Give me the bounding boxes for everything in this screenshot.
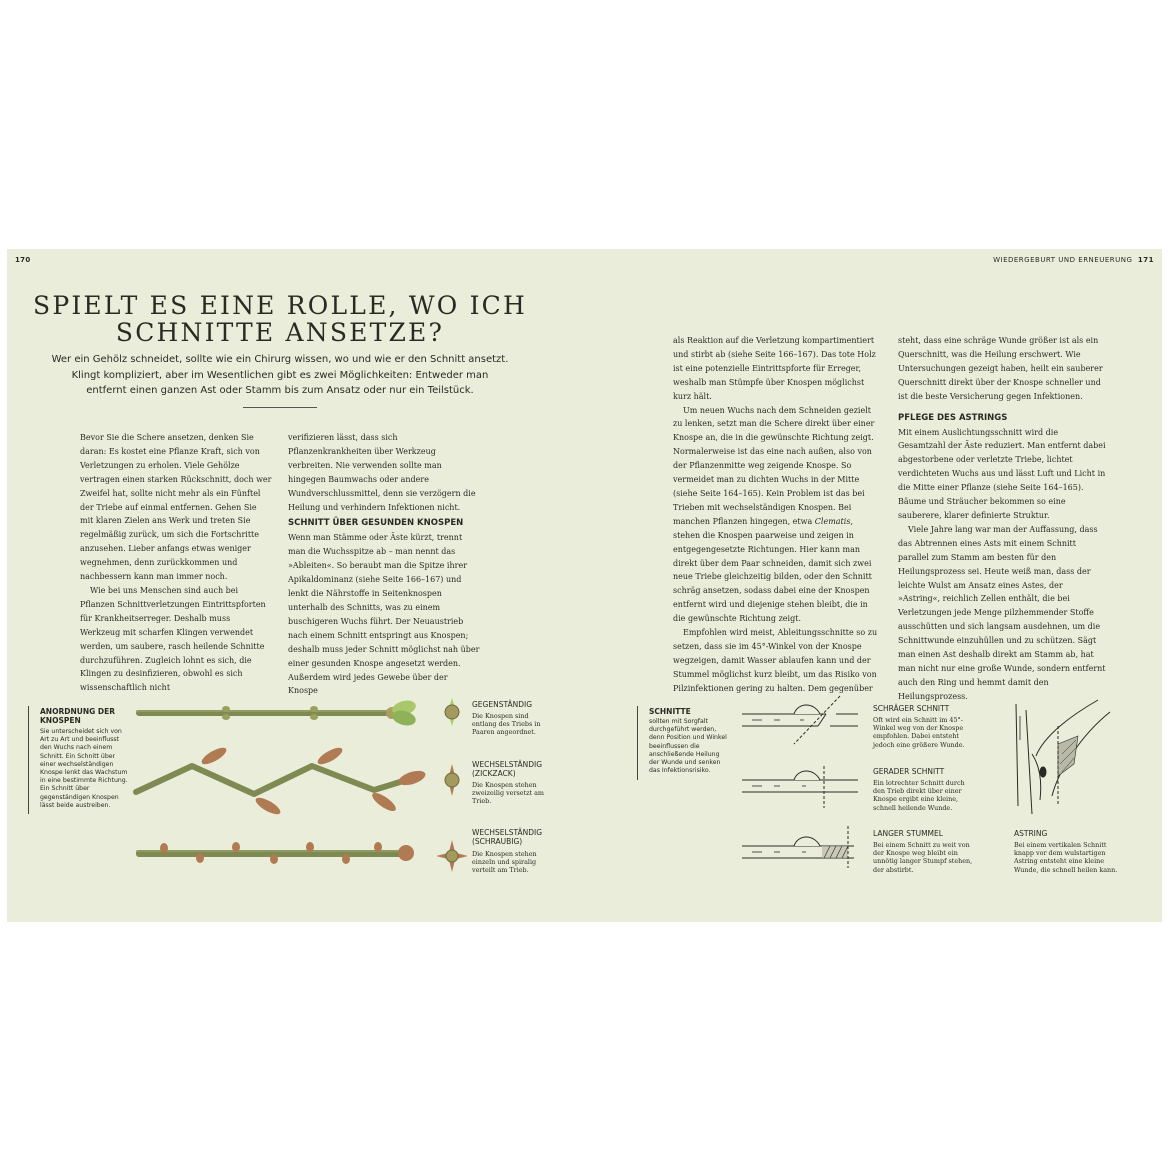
stem-spiral — [136, 842, 414, 864]
slant-cut-diagram — [742, 696, 858, 744]
spiral-text: Die Knospen stehen einzeln und spiralig verteilt am Trieb. — [472, 850, 537, 875]
alternate-text: Die Knospen stehen zweizeilig versetzt am Trieb. — [472, 781, 544, 806]
title-divider — [243, 407, 317, 408]
col2-paragraph-2: Wenn man Stämme oder Äste kürzt, trennt man die Wuchsspitze ab – man nennt das »Ableiten«. So beraubt man die Spitze ihrer Apikaldominanz (siehe Seite 166–167) und lenkt die Nährstoffe in Seitenknospen unterhalb des Schnitts, was zu einem buschigeren Wuchs führt. Der Neuaustrieb nach einem Schnitt entspringt aus Knospen; deshalb muss jeder Schnitt möglichst nah über einer gesunden Knospe angesetzt werden. Außerdem wird jedes Gewebe über der Knospe — [288, 533, 480, 696]
text-column-3 — [673, 334, 880, 696]
straight-cut-title: GERADER SCHNITT — [873, 767, 945, 776]
collar-diagram — [1016, 700, 1110, 814]
running-header — [993, 256, 1154, 264]
text-column-2 — [288, 431, 480, 698]
col1-paragraph-2: Wie bei uns Menschen sind auch bei Pflanzen Schnittverletzungen Eintrittspforten für Krankheitserreger. Deshalb muss Werkzeug mit scharfen Klingen verwendet werden, um saubere, rasch heilende Schnitte durchzuführen. Zugleich lohnt es sich, die Klingen zu desinfizieren, obwohl es sich wissenschaftlich nicht — [80, 585, 266, 693]
title-line-1: SPIELT ES EINE ROLLE, WO ICH — [33, 291, 527, 320]
spiral-title: WECHSELSTÄNDIG (SCHRAUBIG) — [472, 828, 543, 846]
opposite-text: Die Knospen sind entlang des Triebs in Paaren angeordnet. — [472, 712, 541, 737]
stub-cut-diagram — [742, 826, 854, 868]
slant-cut-title: SCHRÄGER SCHNITT — [873, 704, 950, 713]
stub-cut-text: Bei einem Schnitt zu weit von der Knospe weg bleibt ein unnötig langer Stumpf stehen, der abstirbt. — [873, 841, 973, 874]
col4-heading: PFLEGE DES ASTRINGS — [898, 412, 1008, 423]
page-number-right: 171 — [1137, 256, 1154, 264]
collar-text: Bei einem vertikalen Schnitt knapp vor dem wulstartigen Astring entsteht eine kleine Wunde, die schnell heilen kann. — [1014, 841, 1118, 874]
header-title: WIEDERGEBURT UND ERNEUERUNG — [993, 256, 1133, 264]
col3-italic: Clematis — [814, 516, 851, 526]
straight-cut-text: Ein lotrechter Schnitt durch den Trieb direkt über einer Knospe ergibt eine kleine, schnell heilende Wunde. — [873, 779, 965, 812]
opposite-title: GEGENSTÄNDIG — [472, 700, 533, 709]
col3-paragraph-2 — [673, 404, 880, 627]
col3-paragraph-1: als Reaktion auf die Verletzung kompartimentiert und stirbt ab (siehe Seite 166–167). Das tote Holz ist eine potenzielle Eintrittspforte für Erreger, weshalb man Stümpfe über Knospen möglichst kurz hält. — [673, 336, 876, 401]
straight-cut-diagram — [742, 766, 858, 808]
col3-p2-text: Um neuen Wuchs nach dem Schneiden gezielt zu lenken, setzt man die Schere direkt über einer Knospe an, die in die gewünschte Richtung zeigt. Normalerweise ist das eine nach außen, also von der Pflanzenmitte weg zeigende Knospe. So vermeidet man zu dichten Wuchs in der Mitte (siehe Seite 164–165). Kein Problem ist das bei Trieben mit wechselständigen Knospen. Bei manchen Pflanzen hingegen, etwa — [673, 405, 875, 526]
col2-heading: SCHNITT ÜBER GESUNDEN KNOSPEN — [288, 518, 464, 529]
buds-heading: ANORDNUNG DER KNOSPEN — [40, 707, 115, 725]
stub-cut-title: LANGER STUMMEL — [873, 829, 943, 838]
collar-title: ASTRING — [1014, 829, 1048, 838]
buds-description: Sie unterscheidet sich von Art zu Art und beeinflusst den Wuchs nach einem Schnitt. Ein Schnitt über einer wechselständigen Knospe lenkt das Wachstum in eine bestimmte Richtung. Ein Schnitt über gegenständigen Knospen lässt beide austreiben. — [40, 728, 128, 809]
cuts-side-rule — [637, 706, 638, 780]
page-number-left: 170 — [15, 256, 31, 264]
text-column-1 — [80, 431, 272, 695]
col3-p2-text-b: , stehen die Knospen paarweise und zeigen in entgegengesetzte Richtungen. Hier kann man direkt über dem Paar schneiden, damit sich zwei neue Triebe gleichzeitig bilden, oder den Schnitt schräg ansetzen, sodass dabei eine der Knospen entfernt wird und diejenige stehen bleibt, die in die gewünschte Richtung zeigt. — [673, 516, 872, 624]
slant-cut-text: Oft wird ein Schnitt im 45°-Winkel weg von der Knospe empfohlen. Dabei entsteht jedoch eine größere Wunde. — [873, 716, 965, 749]
col4-paragraph-1: steht, dass eine schräge Wunde größer ist als ein Querschnitt, was die Heilung erschwert. Wie Untersuchungen gezeigt haben, heilt ein sauberer Querschnitt direkt über der Knospe schneller und ist die beste Versicherung gegen Infektionen. — [898, 336, 1103, 401]
intro-text: Wer ein Gehölz schneidet, sollte wie ein Chirurg wissen, wo und wie er den Schnitt ansetzt. Klingt kompliziert, aber im Wesentlichen gibt es zwei Möglichkeiten: Entweder man entfernt einen ganzen Ast oder Stamm bis zum Ansatz oder nur ein Teilstück. — [51, 354, 509, 396]
page-title — [20, 292, 540, 346]
col1-paragraph-1: Bevor Sie die Schere ansetzen, denken Sie daran: Es kostet eine Pflanze Kraft, sich von Verletzungen zu erholen. Viele Gehölze vertragen einen starken Rückschnitt, doch wer Zweifel hat, sollte nicht mehr als ein Fünftel der Triebe auf einmal entfernen. Gehen Sie mit klaren Zielen ans Werk und treten Sie regelmäßig zurück, um sich die Fortschritte anzusehen. Lieber anfangs etwas weniger wegnehmen, denn zurückkommen und nachbessern kann man immer noch. — [80, 433, 272, 582]
col4-paragraph-2: Mit einem Auslichtungsschnitt wird die Gesamtzahl der Äste reduziert. Man entfernt dabei abgestorbene oder verletzte Triebe, lichtet verdichteten Wuchs aus und lässt Luft und Licht in die Mitte einer Pflanze (siehe Seite 164–165). Bäume und Sträucher bekommen so eine sauberere, klarer definierte Struktur. — [898, 427, 1106, 520]
stem-opposite — [136, 698, 417, 728]
col4-paragraph-3: Viele Jahre lang war man der Auffassung, dass das Abtrennen eines Asts mit einem Schnitt parallel zum Stamm am besten für den Heilungsprozess sei. Heute weiß man, dass der leichte Wulst am Ansatz eines Astes, der »Astring«, reichlich Zellen enthält, die bei Verletzungen jede Menge pilzhemmender Stoffe ausschütten und sich langsam ausdehnen, um die Schnittwunde einzuhüllen und zu schützen. Sägt man einen Ast deshalb direkt am Stamm ab, hat man nicht nur eine große Wunde, sondern entfernt auch den Ring und hemmt damit den Heilungsprozess. — [898, 524, 1106, 701]
text-column-4 — [898, 334, 1106, 704]
cuts-description: sollten mit Sorgfalt durchgeführt werden, denn Position und Winkel beeinflussen die anschließende Heilung der Wunde und senken das Infektionsrisiko. — [649, 718, 727, 775]
alternate-title: WECHSELSTÄNDIG (ZICKZACK) — [472, 760, 543, 778]
col3-paragraph-3: Empfohlen wird meist, Ableitungsschnitte so zu setzen, dass sie im 45°-Winkel von der Knospe wegzeigen, damit Wasser ablaufen kann und der Stummel möglichst kurz bleibt, um das Risiko von Pilzinfektionen gering zu halten. Dem gegenüber — [673, 628, 878, 693]
cuts-heading: SCHNITTE — [649, 707, 691, 716]
col2-paragraph-1: verifizieren lässt, dass sich Pflanzenkrankheiten über Werkzeug verbreiten. Nie verwenden sollte man hingegen Baumwachs oder andere Wundverschlussmittel, denn sie verzögern die Heilung und verhindern Infektionen nicht. — [288, 433, 476, 512]
buds-side-rule — [28, 706, 29, 814]
buds-illustration — [134, 698, 424, 873]
title-line-2: SCHNITTE ANSETZE? — [115, 318, 445, 347]
stem-alternate — [136, 745, 427, 818]
